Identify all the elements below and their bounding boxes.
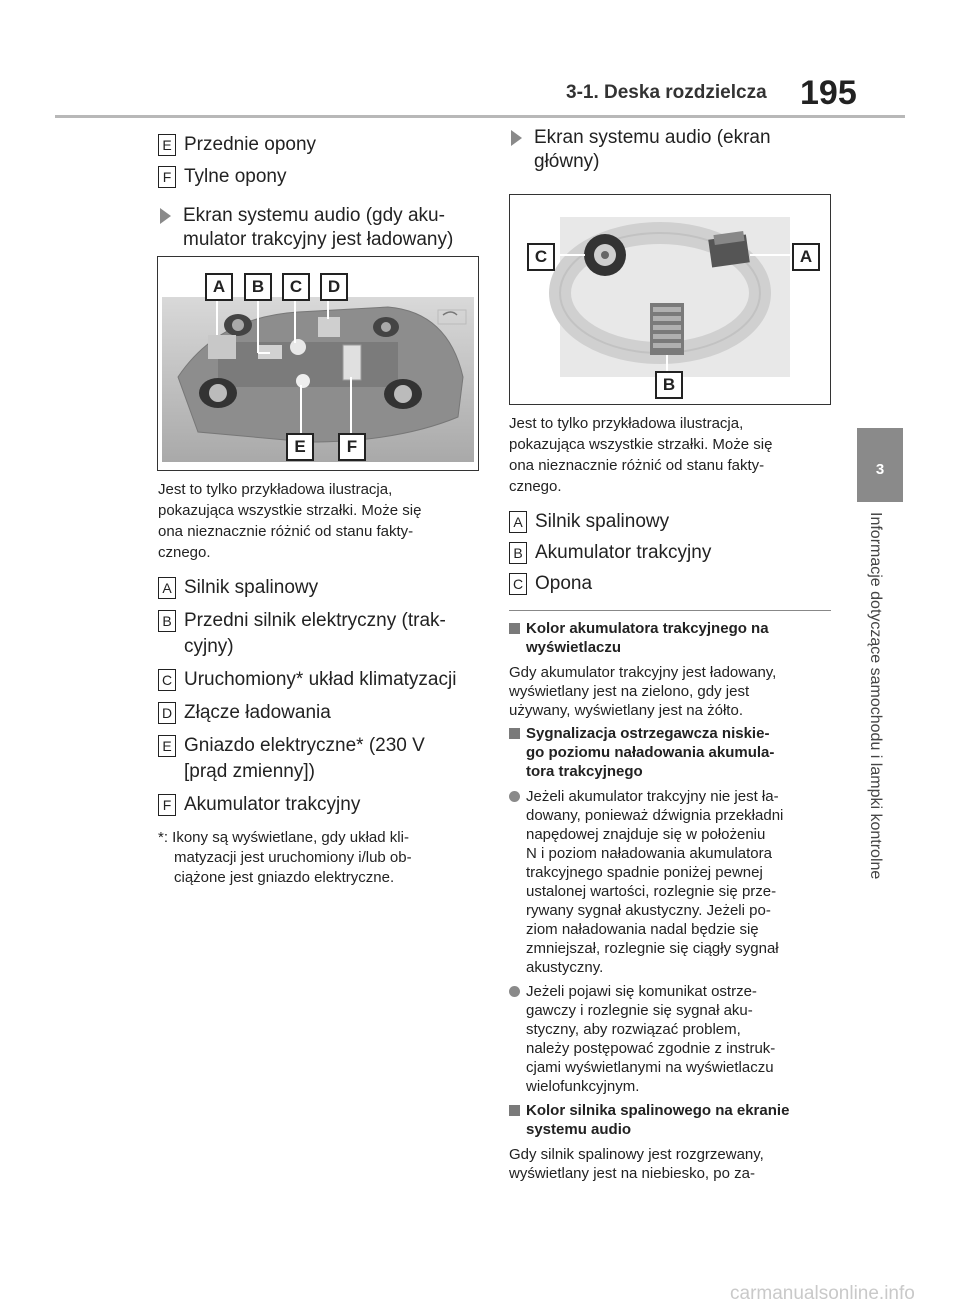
letter-box: E: [158, 134, 176, 156]
item-text: Tylne opony: [184, 166, 287, 187]
caption-line: pokazująca wszystkie strzałki. Może się: [158, 502, 422, 519]
letter-box: E: [158, 735, 176, 757]
legend-text: Złącze ładowania: [184, 702, 331, 723]
heading-line: Sygnalizacja ostrzegawcza niskie-: [526, 725, 770, 742]
callout-c: C: [527, 243, 555, 271]
watermark: carmanualsonline.info: [730, 1283, 915, 1304]
arrow-heading-2: [509, 126, 831, 174]
circle-bullet-icon: [509, 791, 520, 802]
legend-f: [158, 792, 480, 818]
legend-text: Silnik spalinowy: [535, 511, 670, 532]
figure-audio-main: [509, 194, 831, 405]
section-title: 3-1. Deska rozdzielcza: [566, 82, 767, 103]
square-bullet-icon: [509, 623, 520, 634]
caption-line: ona nieznacznie różnić od stanu fakty-: [509, 457, 765, 474]
bullet-1: [509, 787, 831, 977]
section-heading-engine-color: [509, 1101, 831, 1139]
text-line: Jeżeli akumulator trakcyjny nie jest ła-: [526, 788, 779, 805]
legend-text: [prąd zmienny]): [184, 761, 315, 782]
caption-line: Jest to tylko przykładowa ilustracja,: [158, 481, 393, 498]
item-e: [158, 132, 480, 158]
arrow-icon: [511, 130, 522, 146]
paragraph: [509, 1145, 831, 1183]
heading-line-2: główny): [534, 151, 600, 172]
letter-box: C: [158, 669, 176, 691]
text-line: należy postępować zgodnie z instruk-: [526, 1040, 776, 1057]
footnote: [158, 828, 480, 888]
caption-line: cznego.: [509, 478, 562, 495]
legend-text: Silnik spalinowy: [184, 577, 319, 598]
text-line: styczny, aby rozwiązać problem,: [526, 1021, 741, 1038]
letter-box: C: [509, 573, 527, 595]
letter-box: F: [158, 794, 176, 816]
text-line: ziom naładowania nadal będzie się: [526, 921, 759, 938]
caption-line: cznego.: [158, 544, 211, 561]
heading-line: Kolor akumulatora trakcyjnego na: [526, 620, 769, 637]
section-heading-battery-color: [509, 619, 831, 657]
legend-text: Przedni silnik elektryczny (trak-: [184, 610, 446, 631]
chapter-tab: 3: [857, 428, 903, 502]
heading-line-2: mulator trakcyjny jest ładowany): [183, 229, 454, 250]
caption-line: Jest to tylko przykładowa ilustracja,: [509, 415, 744, 432]
letter-box: D: [158, 702, 176, 724]
text-line: używany, wyświetlany jest na żółto.: [509, 702, 743, 719]
callout-d: D: [320, 273, 348, 301]
text-line: ustalonej wartości, rozlegnie się prze-: [526, 883, 777, 900]
letter-box: A: [158, 577, 176, 599]
section-heading-low-battery: [509, 724, 831, 781]
callout-c: C: [282, 273, 310, 301]
text-line: dowany, ponieważ dźwignia przekładni: [526, 807, 784, 824]
arrow-heading-1: [158, 204, 480, 252]
callout-a: A: [205, 273, 233, 301]
caption-line: ona nieznacznie różnić od stanu fakty-: [158, 523, 414, 540]
callout-e: E: [286, 433, 314, 461]
callout-b: B: [655, 371, 683, 399]
left-lower: [158, 479, 480, 888]
legend-a: [509, 509, 831, 535]
right-column-top: [509, 126, 831, 174]
paragraph: [509, 663, 831, 720]
footnote-line: matyzacji jest uruchomiony i/lub ob-: [174, 849, 412, 866]
square-bullet-icon: [509, 1105, 520, 1116]
callout-a: A: [792, 243, 820, 271]
section-divider: [509, 610, 831, 611]
footnote-line: ciążone jest gniazdo elektryczne.: [174, 869, 395, 886]
letter-box: F: [158, 166, 176, 188]
text-line: N i poziom naładowania akumulatora: [526, 845, 772, 862]
text-line: Gdy akumulator trakcyjny jest ładowany,: [509, 664, 777, 681]
header-rule: [55, 115, 905, 118]
figure-vehicle-energy: [157, 256, 479, 471]
legend-c: [158, 667, 480, 693]
letter-box: B: [158, 610, 176, 632]
text-line: gawczy i rozlegnie się sygnał aku-: [526, 1002, 753, 1019]
arrow-icon: [160, 208, 171, 224]
legend-text: Uruchomiony* układ klimatyzacji: [184, 669, 457, 690]
letter-box: B: [509, 542, 527, 564]
legend-text: cyjny): [184, 636, 234, 657]
circle-bullet-icon: [509, 986, 520, 997]
callout-f: F: [338, 433, 366, 461]
heading-line: systemu audio: [526, 1121, 632, 1138]
legend-text: Akumulator trakcyjny: [535, 542, 712, 563]
legend-text: Opona: [535, 573, 593, 594]
caption-line: pokazująca wszystkie strzałki. Może się: [509, 436, 773, 453]
heading-line: Kolor silnika spalinowego na ekranie: [526, 1102, 790, 1119]
heading-line: wyświetlaczu: [526, 639, 622, 656]
legend-c: [509, 571, 831, 597]
figure-caption: [509, 413, 831, 497]
legend-text: Akumulator trakcyjny: [184, 794, 361, 815]
text-line: wielofunkcyjnym.: [526, 1078, 640, 1095]
text-line: napędowej znajduje się w położeniu: [526, 826, 766, 843]
text-line: cjami wyświetlanymi na wyświetlaczu: [526, 1059, 774, 1076]
legend-e: [158, 733, 480, 785]
text-line: trakcyjnego spadnie poniżej pewnej: [526, 864, 763, 881]
bullet-2: [509, 982, 831, 1096]
heading-line-1: Ekran systemu audio (ekran: [534, 127, 771, 148]
callout-b: B: [244, 273, 272, 301]
legend-text: Gniazdo elektryczne* (230 V: [184, 735, 425, 756]
text-line: wyświetlany jest na zielono, gdy jest: [509, 683, 750, 700]
heading-line-1: Ekran systemu audio (gdy aku-: [183, 205, 445, 226]
text-line: Jeżeli pojawi się komunikat ostrze-: [526, 983, 757, 1000]
page-number: 195: [800, 74, 857, 112]
item-text: Przednie opony: [184, 134, 317, 155]
chapter-title: Informacje dotyczące samochodu i lampki kontrolne: [867, 512, 884, 880]
text-line: wyświetlany jest na niebiesko, po za-: [509, 1165, 755, 1182]
text-line: akustyczny.: [526, 959, 604, 976]
text-line: Gdy silnik spalinowy jest rozgrzewany,: [509, 1146, 764, 1163]
figure-caption: [158, 479, 480, 563]
legend-d: [158, 700, 480, 726]
square-bullet-icon: [509, 728, 520, 739]
text-line: rywany sygnał akustyczny. Jeżeli po-: [526, 902, 771, 919]
left-column: [158, 132, 480, 252]
letter-box: A: [509, 511, 527, 533]
item-f: [158, 164, 480, 190]
right-lower: [509, 413, 831, 1183]
legend-b: [158, 608, 480, 660]
heading-line: go poziomu naładowania akumula-: [526, 744, 775, 761]
legend-a: [158, 575, 480, 601]
legend-b: [509, 540, 831, 566]
heading-line: tora trakcyjnego: [526, 763, 643, 780]
text-line: zmniejszał, rozlegnie się ciągły sygnał: [526, 940, 779, 957]
footnote-line: *: Ikony są wyświetlane, gdy układ kli-: [158, 829, 409, 846]
